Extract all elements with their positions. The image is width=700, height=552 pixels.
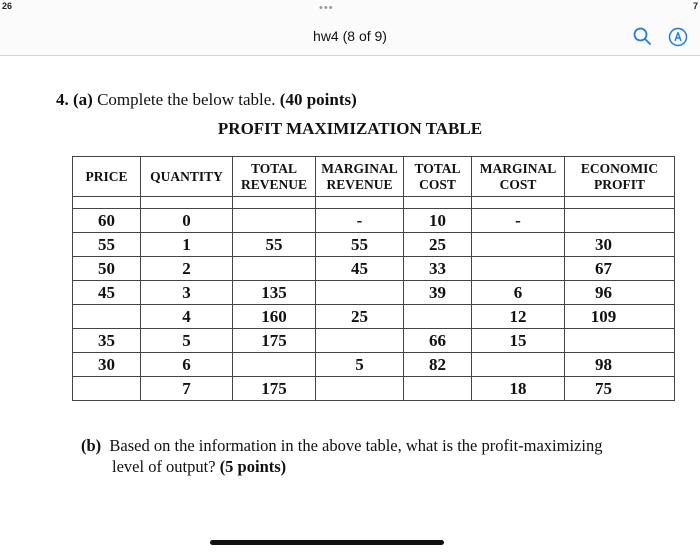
cell-marginal-cost xyxy=(472,353,565,377)
cell-economic-profit xyxy=(565,329,675,353)
header-total-revenue: TOTAL REVENUE xyxy=(233,157,316,197)
cell-total-revenue: 175 xyxy=(233,329,316,353)
cell-total-revenue: 160 xyxy=(233,305,316,329)
markup-pen-icon[interactable] xyxy=(668,27,688,47)
cell-economic-profit: 96 xyxy=(565,281,675,305)
table-row xyxy=(73,257,675,281)
cell-marginal-revenue xyxy=(316,329,404,353)
cell-price xyxy=(73,377,141,401)
status-indicator: 7 xyxy=(692,1,698,11)
cell-price: 60 xyxy=(73,209,141,233)
cell-economic-profit: 75 xyxy=(565,377,675,401)
cell-economic-profit: 109 xyxy=(565,305,675,329)
table-row xyxy=(73,233,675,257)
cell-marginal-revenue: 55 xyxy=(316,233,404,257)
table-row xyxy=(73,377,675,401)
table-row xyxy=(73,281,675,305)
cell-price: 50 xyxy=(73,257,141,281)
cell-quantity: 5 xyxy=(141,329,233,353)
cell-price: 35 xyxy=(73,329,141,353)
cell-economic-profit: 30 xyxy=(565,233,675,257)
cell-total-cost xyxy=(404,305,472,329)
cell-economic-profit: 67 xyxy=(565,257,675,281)
cell-quantity: 1 xyxy=(141,233,233,257)
header-price: PRICE xyxy=(73,157,141,197)
cell-total-cost: 82 xyxy=(404,353,472,377)
cell-quantity: 0 xyxy=(141,209,233,233)
cell-marginal-cost: 6 xyxy=(472,281,565,305)
header-total-cost: TOTAL COST xyxy=(404,157,472,197)
status-time: 26 xyxy=(2,1,13,11)
cell-total-cost: 10 xyxy=(404,209,472,233)
document-title: hw4 (8 of 9) xyxy=(313,28,387,44)
cell-marginal-cost: - xyxy=(472,209,565,233)
table-row xyxy=(73,305,675,329)
part-b-line1: Based on the information in the above table, what is the profit-maximizing xyxy=(109,436,603,455)
question-number: 4. (a) xyxy=(56,90,93,109)
cell-marginal-revenue: 45 xyxy=(316,257,404,281)
cell-price: 45 xyxy=(73,281,141,305)
cell-quantity: 6 xyxy=(141,353,233,377)
more-dots-icon[interactable]: ••• xyxy=(319,2,334,14)
part-b-line2: level of output? xyxy=(112,457,216,476)
cell-total-cost: 66 xyxy=(404,329,472,353)
cell-total-revenue xyxy=(233,353,316,377)
cell-price: 30 xyxy=(73,353,141,377)
cell-marginal-revenue: - xyxy=(316,209,404,233)
cell-total-revenue xyxy=(233,209,316,233)
cell-marginal-revenue: 25 xyxy=(316,305,404,329)
cell-total-cost: 25 xyxy=(404,233,472,257)
table-row xyxy=(73,329,675,353)
question-text: Complete the below table. xyxy=(97,90,276,109)
cell-marginal-cost: 12 xyxy=(472,305,565,329)
cell-marginal-cost xyxy=(472,257,565,281)
question-points: (40 points) xyxy=(279,90,357,109)
cell-marginal-cost xyxy=(472,233,565,257)
cell-total-cost xyxy=(404,377,472,401)
profit-table xyxy=(72,156,675,401)
table-header-row xyxy=(73,157,675,197)
nav-bar xyxy=(0,0,700,56)
header-quantity: QUANTITY xyxy=(141,157,233,197)
cell-total-revenue xyxy=(233,257,316,281)
cell-total-revenue: 175 xyxy=(233,377,316,401)
part-b-points: (5 points) xyxy=(219,457,287,476)
cell-marginal-revenue: 5 xyxy=(316,353,404,377)
cell-economic-profit xyxy=(565,209,675,233)
cell-total-cost: 33 xyxy=(404,257,472,281)
cell-marginal-revenue xyxy=(316,377,404,401)
cell-total-revenue: 55 xyxy=(233,233,316,257)
cell-total-revenue: 135 xyxy=(233,281,316,305)
header-marginal-revenue: MARGINAL REVENUE xyxy=(316,157,404,197)
cell-marginal-revenue xyxy=(316,281,404,305)
header-economic-profit: ECONOMIC PROFIT xyxy=(565,157,675,197)
cell-price: 55 xyxy=(73,233,141,257)
table-row xyxy=(73,209,675,233)
search-icon[interactable] xyxy=(632,26,652,46)
table-title: PROFIT MAXIMIZATION TABLE xyxy=(217,119,483,138)
home-indicator[interactable] xyxy=(210,540,444,545)
cell-quantity: 7 xyxy=(141,377,233,401)
cell-marginal-cost: 15 xyxy=(472,329,565,353)
cell-quantity: 4 xyxy=(141,305,233,329)
question-heading xyxy=(56,90,357,110)
cell-marginal-cost: 18 xyxy=(472,377,565,401)
cell-price xyxy=(73,305,141,329)
cell-total-cost: 39 xyxy=(404,281,472,305)
table-row xyxy=(73,353,675,377)
cell-economic-profit: 98 xyxy=(565,353,675,377)
part-b-label: (b) xyxy=(81,436,102,455)
header-marginal-cost: MARGINAL COST xyxy=(472,157,565,197)
cell-quantity: 2 xyxy=(141,257,233,281)
table-spacer-row xyxy=(73,197,675,209)
cell-quantity: 3 xyxy=(141,281,233,305)
question-part-b xyxy=(81,435,661,477)
